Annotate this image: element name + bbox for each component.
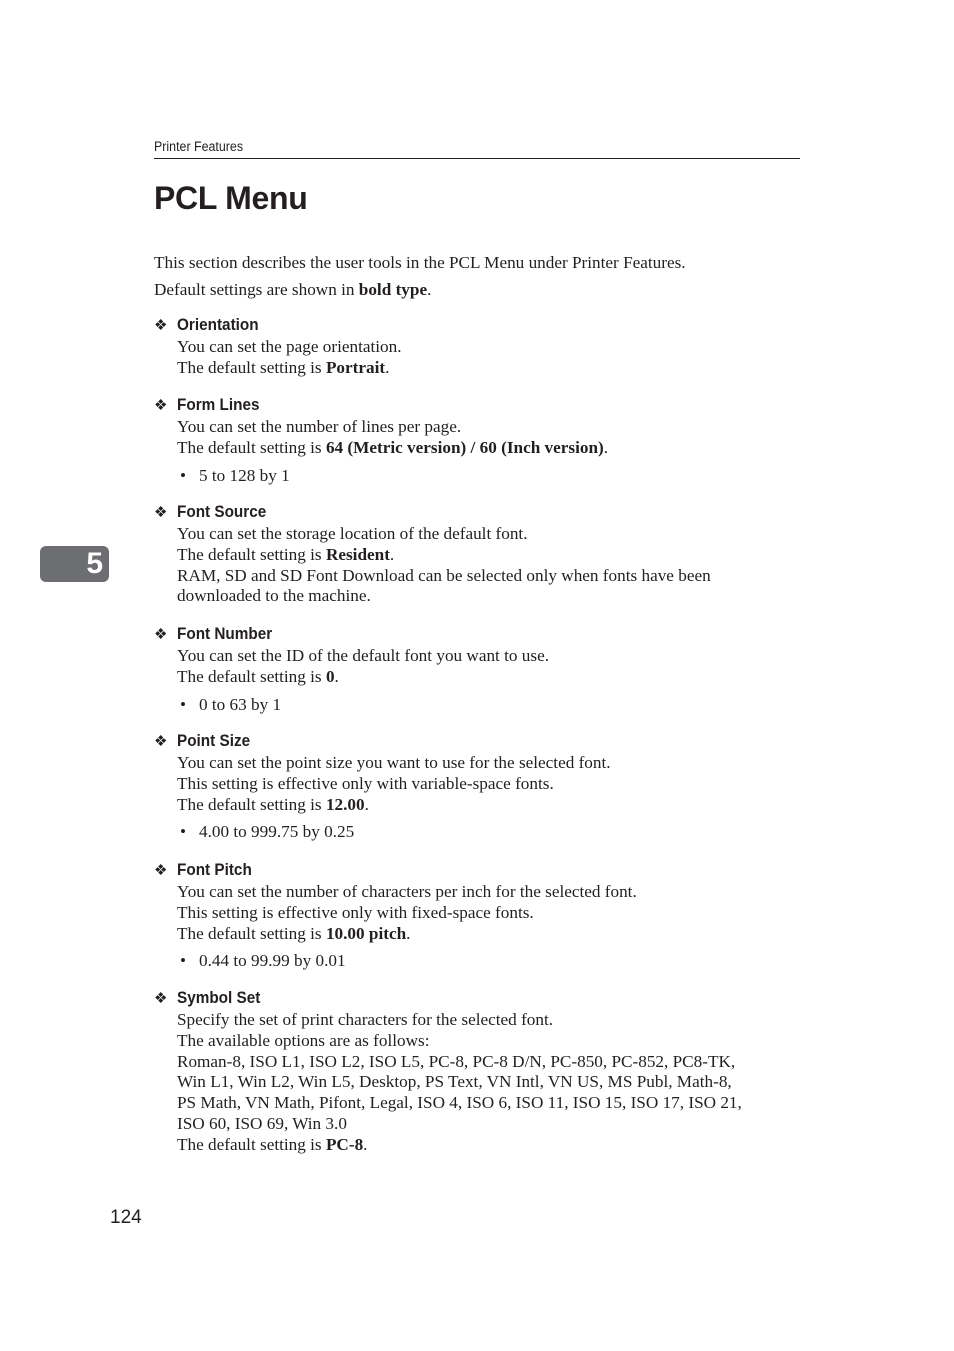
section-title: Orientation [177, 315, 259, 334]
description: You can set the number of characters per inch for the selected font. [177, 882, 637, 901]
intro-line-1: This section describes the user tools in the PCL Menu under Printer Features. [154, 253, 686, 272]
description: Specify the set of print characters for the selected font. [177, 1010, 554, 1029]
diamond-bullet-icon: ❖ [154, 734, 168, 750]
section-title: Font Pitch [177, 860, 252, 879]
page-number: 124 [110, 1207, 142, 1228]
default-setting: The default setting is Portrait. [177, 357, 390, 377]
section-orientation [154, 315, 814, 379]
description-2: This setting is effective only with fixed-space fonts. [177, 902, 534, 922]
range-item: • 5 to 128 by 1 [180, 465, 290, 485]
diamond-bullet-icon: ❖ [154, 398, 168, 414]
description: You can set the storage location of the default font. [177, 524, 528, 543]
section-title: Form Lines [177, 395, 260, 414]
intro-line-2: Default settings are shown in bold type. [154, 280, 432, 299]
options-line-2: Win L1, Win L2, Win L5, Desktop, PS Text, VN Intl, VN US, MS Publ, Math-8, [177, 1072, 732, 1092]
section-point-size [154, 731, 814, 843]
diamond-bullet-icon: ❖ [154, 863, 168, 879]
section-title: Font Source [177, 502, 267, 521]
section-font-source [154, 502, 814, 607]
note-line-1: RAM, SD and SD Font Download can be selected only when fonts have been [177, 565, 711, 585]
default-setting: The default setting is 12.00. [177, 794, 369, 814]
header-divider [154, 158, 800, 159]
section-font-number [154, 624, 814, 715]
default-setting: The default setting is Resident. [177, 544, 395, 564]
section-form-lines [154, 395, 814, 486]
section-title: Symbol Set [177, 988, 261, 1007]
intro-paragraph [154, 249, 814, 303]
bold-type-example: bold type [358, 280, 428, 299]
options-line-1: Roman-8, ISO L1, ISO L2, ISO L5, PC-8, PC-8 D/N, PC-850, PC-852, PC8-TK, [177, 1051, 736, 1071]
default-setting: The default setting is 64 (Metric version) / 60 (Inch version). [177, 437, 609, 457]
description: You can set the ID of the default font you want to use. [177, 646, 550, 665]
default-setting: The default setting is 0. [177, 666, 339, 686]
description: You can set the number of lines per page. [177, 417, 462, 436]
description: You can set the point size you want to use for the selected font. [177, 753, 611, 772]
diamond-bullet-icon: ❖ [154, 505, 168, 521]
description-2: This setting is effective only with variable-space fonts. [177, 773, 554, 793]
section-symbol-set [154, 988, 814, 1156]
note-line-2: downloaded to the machine. [177, 586, 371, 606]
chapter-tab [40, 546, 109, 582]
diamond-bullet-icon: ❖ [154, 627, 168, 643]
options-line-3: PS Math, VN Math, Pifont, Legal, ISO 4, ISO 6, ISO 11, ISO 15, ISO 17, ISO 21, [177, 1093, 742, 1113]
diamond-bullet-icon: ❖ [154, 991, 168, 1007]
section-font-pitch [154, 860, 814, 972]
running-header: Printer Features [154, 139, 244, 154]
default-setting: The default setting is 10.00 pitch. [177, 923, 411, 943]
page-title: PCL Menu [154, 180, 308, 216]
options-line-4: ISO 60, ISO 69, Win 3.0 [177, 1113, 347, 1133]
range-item: • 0.44 to 99.99 by 0.01 [180, 951, 346, 971]
range-item: • 0 to 63 by 1 [180, 694, 282, 714]
range-item: • 4.00 to 999.75 by 0.25 [180, 822, 355, 842]
description: You can set the page orientation. [177, 337, 402, 356]
diamond-bullet-icon: ❖ [154, 318, 168, 334]
section-title: Font Number [177, 624, 273, 643]
default-setting: The default setting is PC-8. [177, 1134, 368, 1154]
chapter-number: 5 [86, 547, 103, 580]
description-2: The available options are as follows: [177, 1030, 430, 1050]
section-title: Point Size [177, 731, 251, 750]
